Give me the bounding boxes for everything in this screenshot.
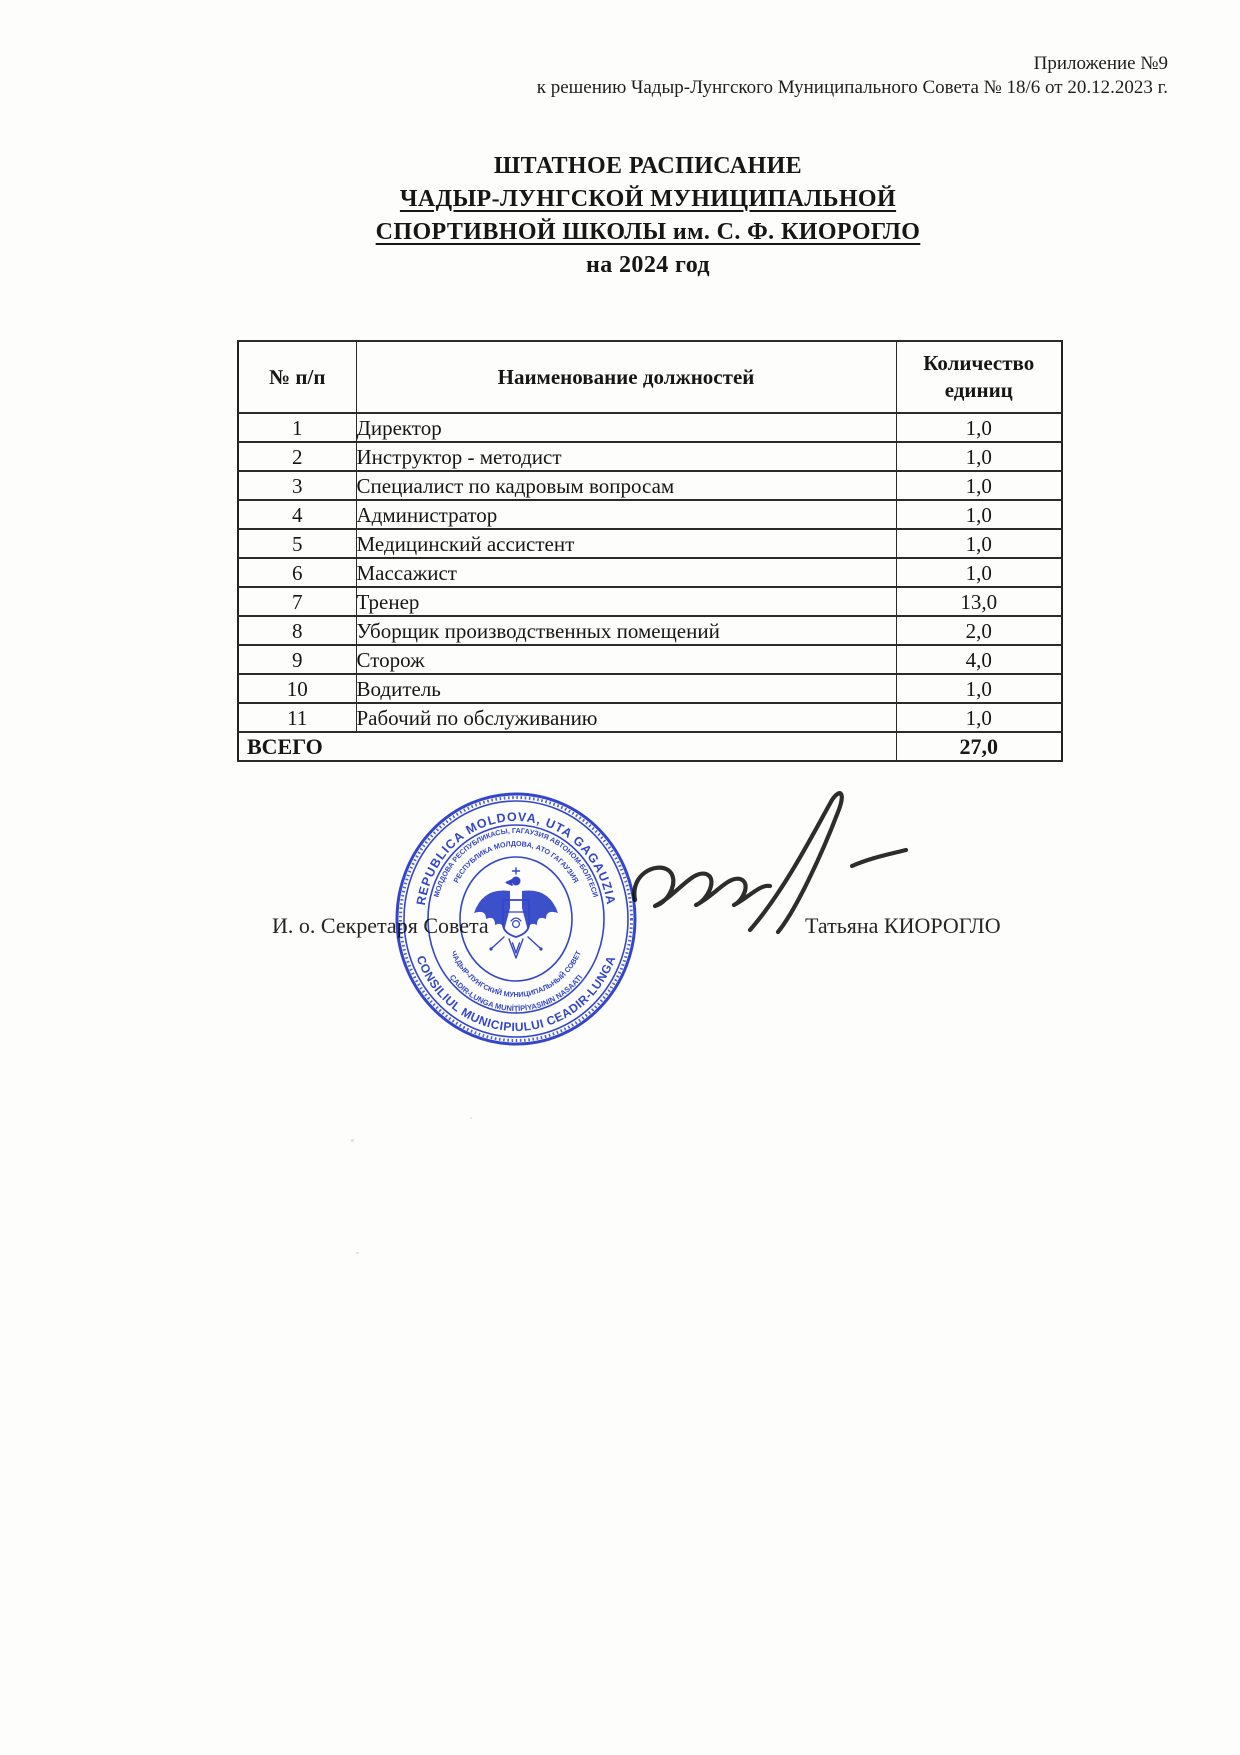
stamp-text-republica-moldova: REPUBLICA MOLDOVA, UTA GAGAUZIA xyxy=(413,809,619,907)
table-total-row xyxy=(238,732,1062,761)
appendix-number: Приложение №9 xyxy=(1033,53,1168,74)
position-cell: Водитель xyxy=(356,674,896,703)
coat-of-arms-eagle-icon xyxy=(474,868,558,958)
count-cell: 1,0 xyxy=(896,674,1062,703)
table-row xyxy=(238,413,1062,442)
position-cell: Инструктор - методист xyxy=(356,442,896,471)
row-number-cell: 8 xyxy=(238,616,356,645)
stamp-text-moldova-respublikasi: МОЛДОВА РЕСПУБЛИКАСЫ, ГАГАУЗИЯ АВТОНОМ-БОЛГЕСИ xyxy=(431,825,601,899)
staffing-table xyxy=(237,340,1063,762)
appendix-decision-reference: к решению Чадыр-Лунгского Муниципального Совета № 18/6 от 20.12.2023 г. xyxy=(536,77,1168,98)
header-number: № п/п xyxy=(238,341,356,413)
table-row xyxy=(238,529,1062,558)
scan-speck xyxy=(351,1139,354,1142)
count-cell: 1,0 xyxy=(896,471,1062,500)
title-line-4: на 2024 год xyxy=(586,252,710,278)
table-row xyxy=(238,674,1062,703)
table-row xyxy=(238,587,1062,616)
signatory-role-label: И. о. Секретаря Совета xyxy=(272,913,489,938)
position-cell: Тренер xyxy=(356,587,896,616)
signatory-name: Татьяна КИОРОГЛО xyxy=(805,913,1001,938)
count-cell: 2,0 xyxy=(896,616,1062,645)
stamp-text-munitsipalnyi-sovet: ЧАДЫР-ЛУНГСКИЙ МУНИЦИПАЛЬНЫЙ СОВЕТ xyxy=(449,949,583,1000)
position-cell: Медицинский ассистент xyxy=(356,529,896,558)
total-label-cell: ВСЕГО xyxy=(238,732,896,761)
row-number-cell: 11 xyxy=(238,703,356,732)
count-cell: 1,0 xyxy=(896,442,1062,471)
count-cell: 1,0 xyxy=(896,558,1062,587)
handwritten-signature xyxy=(600,770,920,960)
row-number-cell: 5 xyxy=(238,529,356,558)
title-line-1: ШТАТНОЕ РАСПИСАНИЕ xyxy=(493,153,803,179)
table-header-row xyxy=(238,341,1062,413)
row-number-cell: 9 xyxy=(238,645,356,674)
row-number-cell: 7 xyxy=(238,587,356,616)
position-cell: Массажист xyxy=(356,558,896,587)
count-cell: 1,0 xyxy=(896,529,1062,558)
stamp-text-respublika-moldova: РЕСПУБЛИКА МОЛДОВА, АТО ГАГАУЗИЯ xyxy=(451,838,581,885)
stamp-text-munitsipiyasinin-nasaati: ÇADIR-LUNGA MUNİŢİPİYASININ NASAATI xyxy=(447,972,585,1014)
count-cell: 1,0 xyxy=(896,500,1062,529)
count-cell: 13,0 xyxy=(896,587,1062,616)
table-row xyxy=(238,703,1062,732)
position-cell: Сторож xyxy=(356,645,896,674)
row-number-cell: 6 xyxy=(238,558,356,587)
position-cell: Уборщик производственных помещений xyxy=(356,616,896,645)
position-cell: Специалист по кадровым вопросам xyxy=(356,471,896,500)
table-row xyxy=(238,616,1062,645)
appendix-header xyxy=(537,52,1168,100)
total-count-cell: 27,0 xyxy=(896,732,1062,761)
row-number-cell: 3 xyxy=(238,471,356,500)
table-row xyxy=(238,558,1062,587)
position-cell: Рабочий по обслуживанию xyxy=(356,703,896,732)
title-line-2: ЧАДЫР-ЛУНГСКОЙ МУНИЦИПАЛЬНОЙ xyxy=(399,186,897,212)
position-cell: Администратор xyxy=(356,500,896,529)
stamp-text-consiliul-municipiului: CONSILIUL MUNICIPIULUI CEADIR-LUNGA xyxy=(413,953,619,1035)
row-number-cell: 4 xyxy=(238,500,356,529)
count-cell: 1,0 xyxy=(896,703,1062,732)
title-line-3: СПОРТИВНОЙ ШКОЛЫ им. С. Ф. КИОРОГЛО xyxy=(375,219,921,245)
count-cell: 1,0 xyxy=(896,413,1062,442)
scan-speck xyxy=(470,1117,472,1119)
document-title xyxy=(56,150,1240,282)
table-row xyxy=(238,471,1062,500)
row-number-cell: 10 xyxy=(238,674,356,703)
count-cell: 4,0 xyxy=(896,645,1062,674)
row-number-cell: 1 xyxy=(238,413,356,442)
header-position: Наименование должностей xyxy=(356,341,896,413)
row-number-cell: 2 xyxy=(238,442,356,471)
table-row xyxy=(238,645,1062,674)
table-row xyxy=(238,500,1062,529)
table-row xyxy=(238,442,1062,471)
header-count: Количество единиц xyxy=(896,341,1062,413)
position-cell: Директор xyxy=(356,413,896,442)
scan-speck xyxy=(356,1252,359,1254)
